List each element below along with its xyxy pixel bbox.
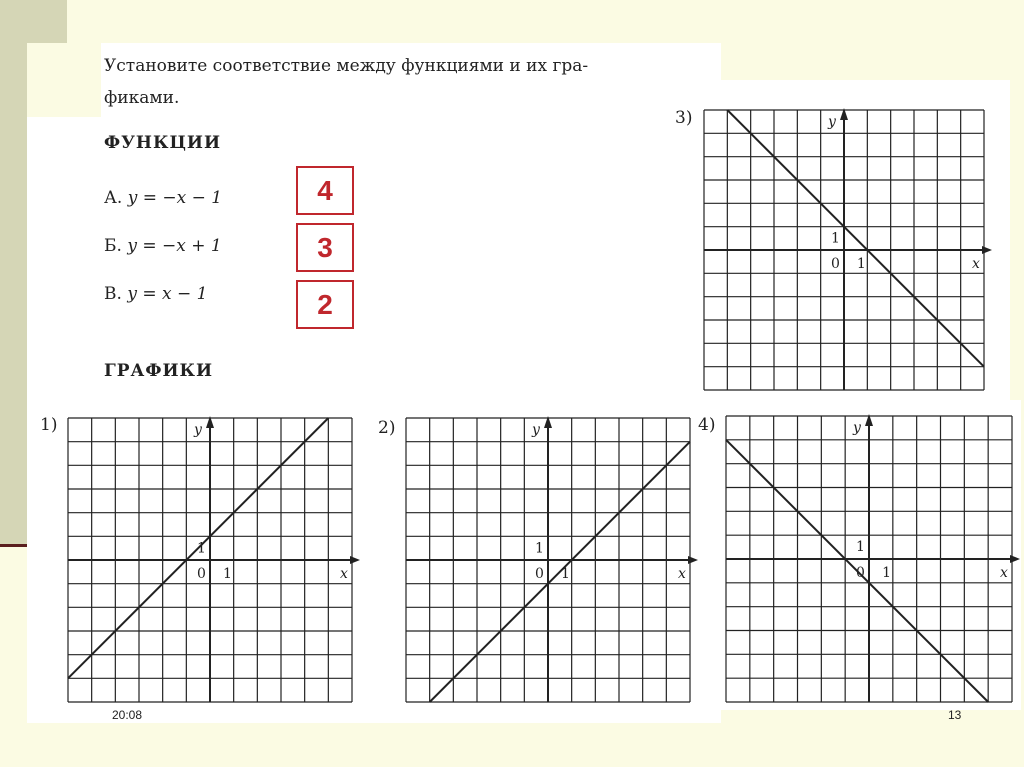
y-axis-label: y [194,422,202,438]
x-axis-label: x [972,256,980,272]
function-v [104,284,207,304]
graph-1-label: 1) [40,415,58,435]
function-a-formula: y = −x − 1 [127,188,223,208]
y-unit-label: 1 [831,230,840,247]
y-unit-label: 1 [197,540,206,557]
function-b-letter: Б. [104,236,122,256]
x-unit-label: 1 [882,565,892,581]
paper-corner [27,43,101,117]
graph-1 [68,418,352,702]
function-line [430,442,690,702]
y-axis-label: y [853,420,861,436]
x-axis-label: x [340,566,348,582]
y-unit-label: 1 [535,540,544,557]
graphs-heading: ГРАФИКИ [104,361,214,381]
origin-label: 0 [856,565,865,581]
function-b [104,236,222,256]
function-v-formula: y = x − 1 [127,284,208,304]
graph-4 [726,416,1012,702]
function-a [104,188,222,208]
answer-box-a[interactable]: 4 [296,166,354,215]
graph-2 [406,418,690,702]
origin-label: 0 [535,566,544,582]
footer-time: 20:08 [112,708,143,722]
task-line-2: фиками. [104,88,180,108]
graph-3-label: 3) [675,108,693,128]
x-unit-label: 1 [223,566,232,582]
function-a-letter: А. [104,188,123,208]
origin-label: 0 [197,566,206,582]
function-v-letter: В. [104,284,122,304]
function-line [727,110,984,367]
side-accent-line [0,544,27,547]
x-axis-label: x [1000,565,1008,581]
y-axis-label: y [828,114,836,130]
functions-heading: ФУНКЦИИ [104,133,222,153]
x-unit-label: 1 [856,256,866,272]
y-unit-label: 1 [856,539,865,556]
origin-label: 0 [831,256,840,272]
task-statement [104,50,704,114]
x-axis-label: x [678,566,686,582]
answer-box-b[interactable]: 3 [296,223,354,272]
function-b-formula: y = −x + 1 [127,236,222,256]
x-unit-label: 1 [561,566,570,582]
answer-box-v[interactable]: 2 [296,280,354,329]
graph-2-label: 2) [378,418,396,438]
footer-page-number: 13 [948,708,962,722]
y-axis-label: y [532,422,540,438]
graph-4-label: 4) [698,415,716,435]
graph-3 [704,110,984,390]
task-line-1: Установите соответствие между функциями и их гра- [104,56,589,76]
